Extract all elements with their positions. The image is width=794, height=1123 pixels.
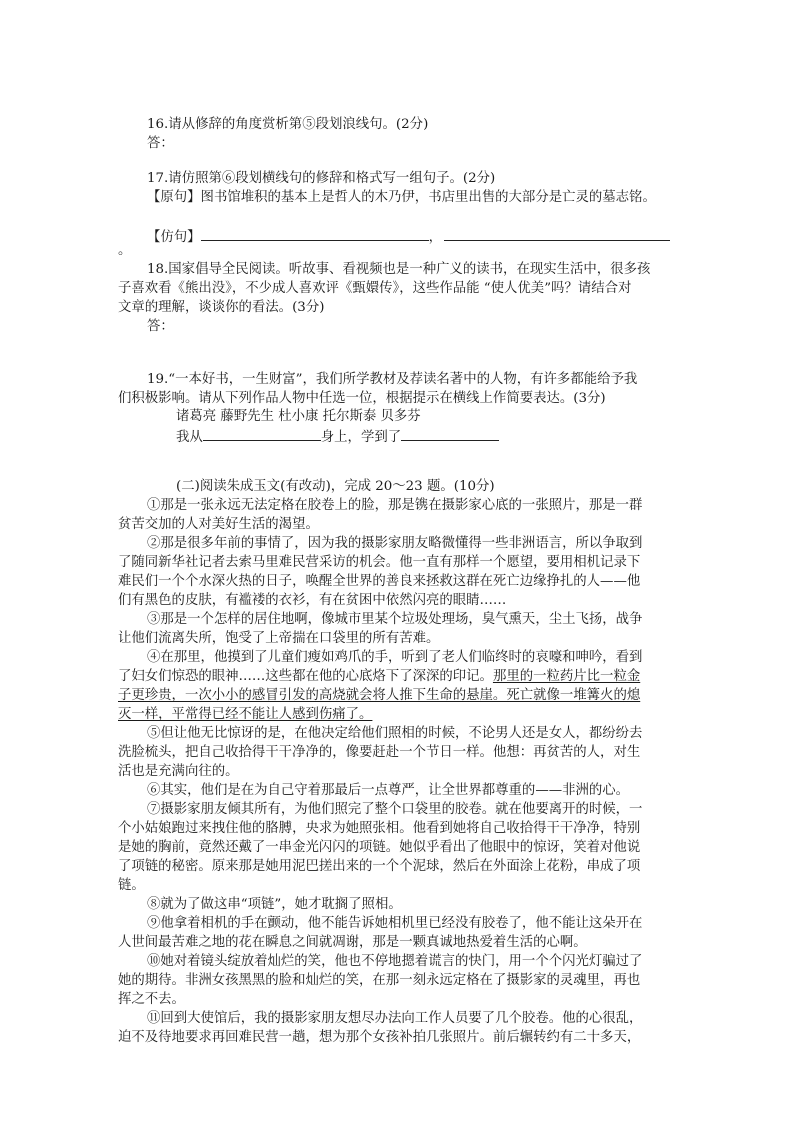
p4-underlined-start: 那里的一粒药片比一粒金: [492, 669, 641, 684]
q19-blank-lesson[interactable]: [401, 426, 499, 441]
p4-line-4: [118, 705, 372, 724]
p8-line-1: ⑧就为了做这串“项链”，她才耽搁了照相。: [147, 897, 402, 912]
q18-line-1: 18.国家倡导全民阅读。听故事、看视频也是一种广义的读书，在现实生活中，很多孩: [147, 262, 651, 277]
p4-line-2-row: [118, 667, 640, 686]
q17-blank-1[interactable]: [201, 226, 429, 241]
p2-line-4: 们有黑色的皮肤，有褴褛的衣衫，有在贫困中依然闪亮的眼睛……: [118, 593, 507, 608]
p11-line-2: 迫不及待地要求再回难民营一趟，想为那个女孩补拍几张照片。前后辗转约有二十多天，: [118, 1030, 641, 1045]
p11-line-1: ⑪回到大使馆后，我的摄影家朋友想尽办法向工作人员要了几个胶卷。他的心很乱，: [147, 1011, 643, 1026]
q19-fill-row: [176, 426, 499, 447]
p7-line-2: 个小姑娘跑过来拽住他的胳膊，央求为她照张相。他看到她将自己收拾得干干净净，特别: [118, 821, 641, 836]
q18-line-2: 子喜欢看《熊出没》，不少成人喜欢评《甄嬛传》，这些作品能 “使人优美”吗？请结合对: [118, 281, 632, 296]
p6-line-1: ⑥其实，他们是在为自己守着那最后一点尊严，让全世界都尊重的——非洲的心。: [147, 783, 630, 798]
q17-question: 17.请仿照第⑥段划横线句的修辞和格式写一组句子。(2分): [147, 171, 496, 186]
p3-line-1: ③那是一个怎样的居住地啊，像城市里某个垃圾处理场，臭气熏天，尘土飞扬，战争: [147, 612, 643, 627]
p5-line-2: 洗脸梳头，把自己收拾得干干净净的，像要赶赴一个节日一样。他想：再贫苦的人，对生: [118, 745, 641, 760]
p9-line-2: 人世间最苦难之地的花在瞬息之间就凋谢，那是一颗真诚地热爱着生活的心啊。: [118, 935, 587, 950]
p4-line-1: ④在那里，他摸到了儿童们瘦如鸡爪的手，听到了老人们临终时的哀嚎和呻吟，看到: [147, 650, 643, 665]
q17-end-mark: 。: [118, 243, 132, 258]
p2-line-3: 难民们一个个水深火热的日子，唤醒全世界的善良来拯救这群在死亡边缘挣扎的人——他: [118, 574, 641, 589]
q16-question: 16.请从修辞的角度赏析第⑤段划浪线句。(2分): [147, 117, 429, 132]
p10-line-2: 她的期待。非洲女孩黑黑的脸和灿烂的笑，在那一刻永远定格在了摄影家的灵魂里，再也: [118, 973, 641, 988]
p7-line-4: 了项链的秘密。原来那是她用泥巴搓出来的一个个泥球，然后在外面涂上花粉，串成了项: [118, 859, 641, 874]
p1-line-1: ①那是一张永远无法定格在胶卷上的脸，那是镌在摄影家心底的一张照片，那是一群: [147, 498, 643, 513]
q18-answer-label: 答：: [147, 319, 174, 334]
p4-line-2: 了妇女们惊恐的眼神……这些都在他的心底烙下了深深的印记。: [118, 669, 493, 684]
q19-blank-character[interactable]: [203, 426, 321, 441]
q19-fill-part2: 身上，学到了: [320, 430, 402, 445]
p10-line-1: ⑩她对着镜头绽放着灿烂的笑，他也不停地摁着谎言的快门，用一个个闪光灯骗过了: [147, 954, 643, 969]
p9-line-1: ⑨他拿着相机的手在颤动，他不能告诉她相机里已经没有胶卷了，他不能让这朵开在: [147, 916, 643, 931]
q19-line-1: 19.“一本好书，一生财富”，我们所学教材及荐读名著中的人物，有许多都能给予我: [147, 372, 638, 387]
q19-characters: 诸葛亮 藤野先生 杜小康 托尔斯泰 贝多芬: [176, 409, 421, 424]
p2-line-1: ②那是很多年前的事情了，因为我的摄影家朋友略微懂得一些非洲语言，所以争取到: [147, 536, 643, 551]
q17-imitation-row: [147, 226, 670, 247]
p5-line-1: ⑤但让他无比惊讶的是，在他决定给他们照相的时候，不论男人还是女人，都纷纷去: [147, 726, 643, 741]
p2-line-2: 了随同新华社记者去索马里难民营采访的机会。他一直有那样一个愿望，要用相机记录下: [118, 555, 641, 570]
q16-answer-label: 答：: [147, 136, 174, 151]
p4-line-4-text: 灭一样，平常得已经不能让人感到伤痛了。: [118, 707, 373, 722]
p4-line-3: 子更珍贵，一次小小的感冒引发的高烧就会将人推下生命的悬崖。死亡就像一堆篝火的熄: [118, 688, 641, 703]
p10-line-3: 挥之不去。: [118, 992, 185, 1007]
q19-fill-part1: 我从: [176, 430, 203, 445]
q17-imitation-label: 【仿句】: [147, 230, 201, 245]
p7-line-3: 是她的胸前，竟然还戴了一串金光闪闪的项链。她似乎看出了他眼中的惊讶，笑着对他说: [118, 840, 641, 855]
q19-line-2: 们积极影响。请从下列作品人物中任选一位，根据提示在横线上作简要表达。(3分): [118, 391, 606, 406]
q17-original-sentence: 【原句】图书馆堆积的基本上是哲人的木乃伊，书店里出售的大部分是亡灵的墓志铭。: [147, 190, 656, 205]
p1-line-2: 贫苦交加的人对美好生活的渴望。: [118, 517, 319, 532]
p7-line-1: ⑦摄影家朋友倾其所有，为他们照完了整个口袋里的胶卷。就在他要离开的时候，一: [147, 802, 643, 817]
section2-title: (二)阅读朱成玉文(有改动)，完成 20～23 题。(10分): [176, 479, 495, 494]
q18-line-3: 文章的理解，谈谈你的看法。(3分): [118, 300, 325, 315]
p3-line-2: 让他们流离失所，饱受了上帝揣在口袋里的所有苦难。: [118, 631, 440, 646]
p5-line-3: 活也是充满向往的。: [118, 764, 239, 779]
q17-comma: ，: [428, 230, 442, 245]
p7-line-5: 链。: [118, 878, 145, 893]
q17-blank-2[interactable]: [444, 226, 670, 241]
